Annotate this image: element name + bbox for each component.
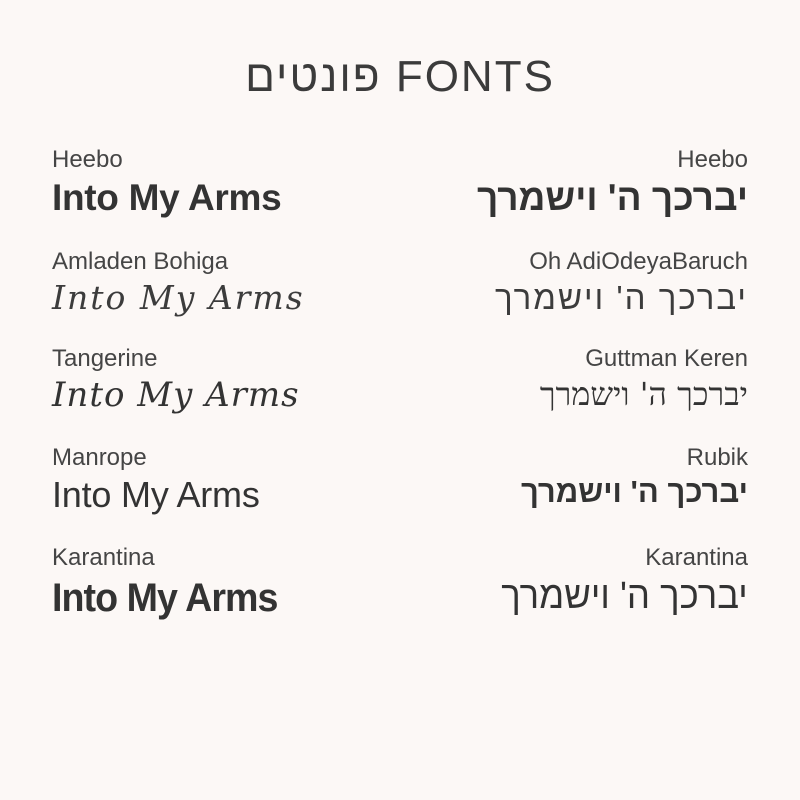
font-name-label: Rubik	[686, 443, 748, 471]
font-row	[52, 544, 748, 622]
font-sample-tangerine-latin	[52, 345, 386, 415]
font-row	[52, 248, 748, 317]
font-sample-oh-adiodeyabaruch-hebrew	[414, 248, 748, 317]
font-name-label: Oh AdiOdeyaBaruch	[529, 247, 748, 275]
font-name-label: Heebo	[52, 146, 123, 173]
font-sample-text: יברכך ה' וישמרך	[539, 374, 748, 413]
font-sample-text: Into My Arms	[52, 575, 278, 620]
font-sample-text: יברכך ה' וישמרך	[495, 278, 748, 316]
font-sample-rubik-hebrew	[414, 444, 748, 511]
font-name-label: Tangerine	[52, 345, 158, 373]
font-sample-text: Into My Arms	[52, 277, 305, 317]
font-row	[52, 146, 748, 220]
font-row	[52, 444, 748, 517]
font-sample-text: יברכך ה' וישמרך	[520, 474, 748, 510]
font-name-label: Guttman Keren	[585, 345, 748, 373]
font-sample-grid	[52, 146, 748, 770]
font-sample-heebo-hebrew	[414, 146, 748, 220]
font-name-label: Heebo	[677, 146, 748, 173]
font-sample-amladen-bohiga-latin	[52, 248, 386, 317]
font-name-label: Karantina	[52, 544, 155, 572]
font-sample-karantina-latin	[52, 544, 386, 622]
font-sample-text: Into My Arms	[52, 374, 300, 415]
font-sample-heebo-latin	[52, 146, 386, 220]
font-row	[52, 345, 748, 415]
page-title: פונטים FONTS	[245, 52, 555, 101]
font-sample-guttman-keren-hebrew	[414, 345, 748, 413]
font-sample-manrope-latin	[52, 444, 386, 517]
font-name-label: Karantina	[645, 544, 748, 572]
font-sample-text: יברכך ה' וישמרך	[501, 574, 748, 617]
font-name-label: Manrope	[52, 443, 147, 471]
font-sample-text: Into My Arms	[52, 176, 282, 218]
font-sample-text: Into My Arms	[52, 474, 260, 516]
font-sample-karantina-hebrew	[414, 544, 748, 619]
font-name-label: Amladen Bohiga	[52, 247, 229, 275]
font-sample-text: יברכך ה' וישמרך	[477, 176, 748, 218]
